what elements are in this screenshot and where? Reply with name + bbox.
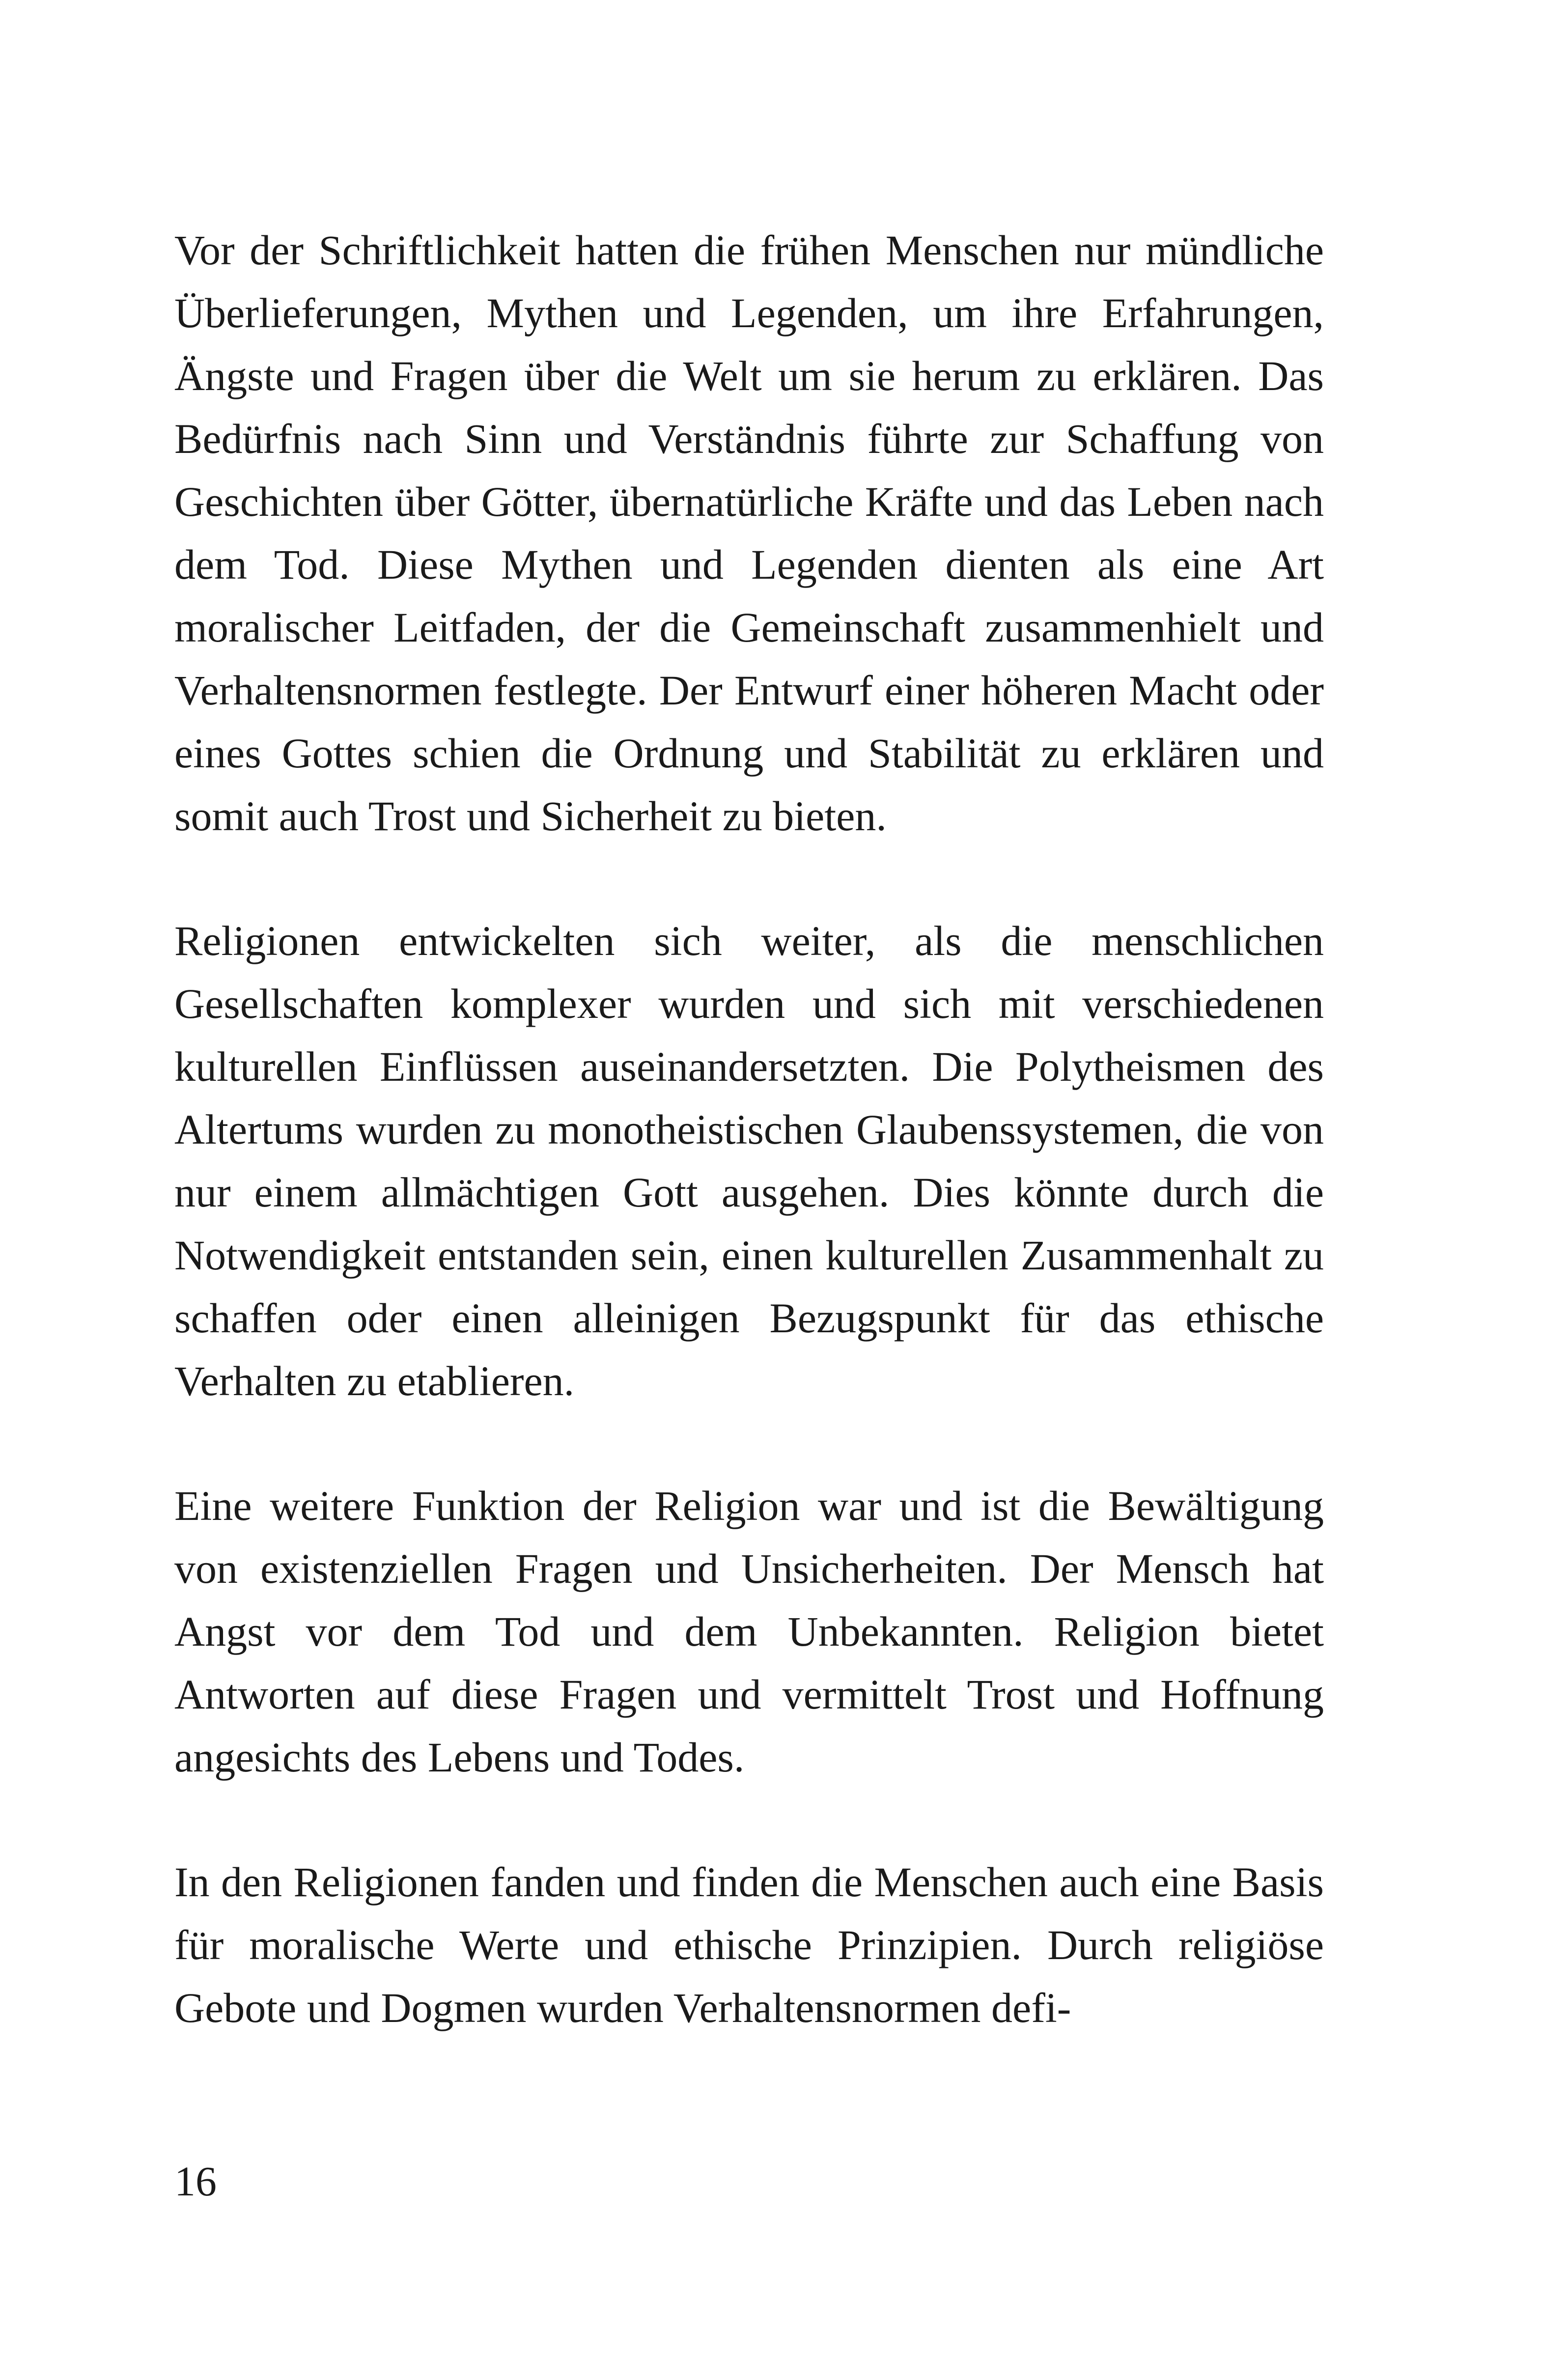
paragraph-4: In den Religionen fanden und finden die Menschen auch eine Basis für moralische Werte und ethische Prinzipien. Durch religiöse Gebote und Dogmen wurden Verhaltensnormen defi- bbox=[174, 1858, 1324, 2031]
paragraph-2: Religionen entwickelten sich weiter, als die menschlichen Gesellschaften komplexer wurden und sich mit verschiedenen kulturellen Einflüssen auseinandersetzten. Die Polytheismen des Altertums wurden zu monotheistischen Glaubenssystemen, die von nur einem allmächtigen Gott ausgehen. Dies könnte durch die Notwendigkeit entstanden sein, einen kulturellen Zusammenhalt zu schaffen oder einen alleinigen Bezugspunkt für das ethische Verhalten zu etablieren. bbox=[174, 917, 1324, 1404]
paragraph-1: Vor der Schriftlichkeit hatten die frühen Menschen nur mündliche Überlieferungen, Mythen und Legenden, um ihre Erfahrungen, Ängste und Fragen über die Welt um sie herum zu erklären. Das Bedürfnis nach Sinn und Verständnis führte zur Schaffung von Geschichten über Götter, übernatürliche Kräfte und das Leben nach dem Tod. Diese Mythen und Legenden dienten als eine Art moralischer Leitfaden, der die Gemeinschaft zusammenhielt und Verhaltensnormen festlegte. Der Entwurf einer höheren Macht oder eines Gottes schien die Ordnung und Stabilität zu erklären und somit auch Trost und Sicherheit zu bieten. bbox=[174, 226, 1324, 840]
page-number: 16 bbox=[174, 2158, 217, 2205]
paragraph-3: Eine weitere Funktion der Religion war und ist die Bewältigung von existenziellen Fragen und Unsicherheiten. Der Mensch hat Angst vor dem Tod und dem Unbekannten. Religion bietet Antworten auf diese Fragen und vermittelt Trost und Hoffnung angesichts des Lebens und Todes. bbox=[174, 1482, 1324, 1781]
page-body bbox=[174, 219, 1324, 2101]
